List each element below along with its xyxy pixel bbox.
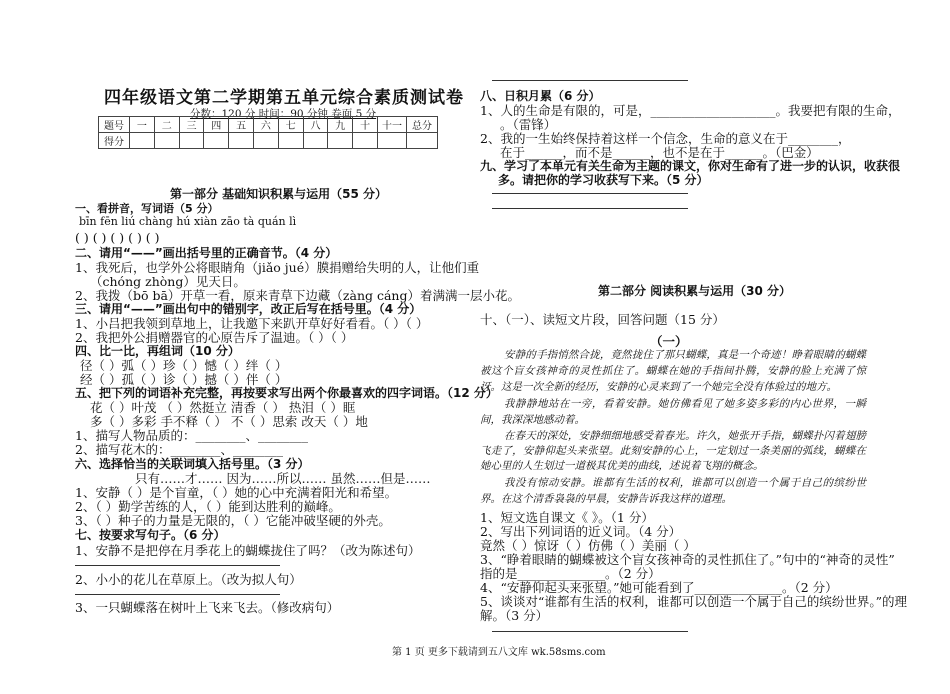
- q5-line[interactable]: 多（ ）多彩 手不释（ ） 不（ ）思索 改天（ ）地: [90, 414, 368, 429]
- reading-q5-cont: 解。（3 分）: [480, 608, 549, 623]
- passage-paragraph: 在春天的深处，安静细细地感受着春光。许久，她张开手指，蝴蝶扑闪着翅膀飞走了，安静仰起头来张望。此刻安静的心上，一定划过一条美丽的弧线，蝴蝶在她心里的人生划过一道极其优美的曲线，述说着飞翔的概念。: [480, 430, 866, 472]
- score-cell[interactable]: [353, 133, 378, 149]
- score-cell[interactable]: [154, 133, 179, 149]
- score-cell[interactable]: [179, 133, 204, 149]
- q2-line: 2、我拨（bō bā）开草一看，原来青草下边藏（zàng cáng）着满满一层小花。: [75, 288, 520, 303]
- score-header: 十: [353, 117, 378, 133]
- reading-q3: 3、“睁着眼睛的蝴蝶被这个盲女孩神奇的灵性抓住了。”句中的“神奇的灵性”: [480, 552, 895, 567]
- q4-line[interactable]: 经（ ）孤（ ）诊（ ）撼（ ）伴（ ）: [80, 372, 288, 387]
- q8-line[interactable]: 2、我的一生始终保持着这样一个信念，生命的意义在于________，: [480, 131, 851, 146]
- score-header: 二: [154, 117, 179, 133]
- q8-line: 。（雷锋）: [500, 117, 557, 132]
- reading-q1[interactable]: 1、短文选自课文《 》。（1 分）: [480, 510, 654, 525]
- score-cell[interactable]: [303, 133, 328, 149]
- q9-title-cont: 多。请把你的学习收获写下来。（5 分）: [498, 173, 709, 187]
- q8-title: 八、日积月累（6 分）: [480, 89, 601, 103]
- q6-line[interactable]: 3、（ ）种子的力量是无限的，（ ）它能冲破坚硬的外壳。: [75, 513, 391, 528]
- score-cell[interactable]: [278, 133, 303, 149]
- answer-line[interactable]: [492, 208, 688, 209]
- q8-line[interactable]: 1、人的生命是有限的，可是，____________________。我要把有限的生命，: [480, 103, 901, 118]
- answer-line[interactable]: [75, 565, 280, 566]
- q4-title: 四、比一比，再组词（10 分）: [75, 344, 240, 358]
- reading-q4[interactable]: 4、“安静仰起头来张望。”她可能看到了______________。（2 分）: [480, 580, 838, 595]
- score-cell[interactable]: [253, 133, 278, 149]
- q7-line: 1、安静不是把停在月季花上的蝴蝶拢住了吗？（改为陈述句）: [75, 543, 421, 558]
- q5-line[interactable]: 花（ ）叶茂 （ ）然挺立 清香（ ） 热泪（ ）眶: [90, 400, 356, 415]
- score-header: 七: [278, 117, 303, 133]
- score-cell[interactable]: [407, 133, 438, 149]
- q6-options: 只有……才…… 因为……所以…… 虽然……但是……: [135, 471, 431, 486]
- score-cell[interactable]: [204, 133, 229, 149]
- score-header: 三: [179, 117, 204, 133]
- passage-paragraph: 我没有惊动安静。谁都有生活的权利，谁都可以创造一个属于自己的缤纷世界。在这个清香袅袅的早晨，安静告诉我这样的道理。: [480, 477, 866, 505]
- score-info: 分数：120 分 时间：90 分钟 卷面 5 分: [190, 108, 377, 120]
- score-header: 八: [303, 117, 328, 133]
- q1-blanks[interactable]: ( ) ( ) ( ) ( ) ( ): [75, 230, 160, 245]
- q6-line[interactable]: 2、（ ）勤学苦练的人，（ ）能到达胜利的巅峰。: [75, 499, 341, 514]
- q3-line: 1、小吕把我领到草地上，让我邀下来趴开草好好看看。（ ）（ ）: [75, 316, 429, 331]
- q5-title: 五、把下列的词语补充完整，再按要求写出两个你最喜欢的四字词语。（12 分）: [75, 386, 498, 400]
- q8-line[interactable]: 在于______，而不是______，也不是在于______。（巴金）: [500, 145, 819, 160]
- score-row-label: 得分: [99, 133, 130, 149]
- q6-line[interactable]: 1、安静（ ）是个盲童，（ ）她的心中充满着阳光和希望。: [75, 485, 398, 500]
- q2-title: 二、请用“——”画出括号里的正确音节。（4 分）: [75, 246, 338, 260]
- exam-title: 四年级语文第二学期第五单元综合素质测试卷: [104, 88, 464, 108]
- score-header: 一: [130, 117, 155, 133]
- passage-paragraph: 我静静地站在一旁，看着安静。她仿佛看见了她多姿多彩的内心世界，一瞬间，我深深地感动着。: [480, 398, 866, 426]
- q7-title: 七、按要求写句子。（6 分）: [75, 528, 226, 542]
- answer-line[interactable]: [492, 193, 688, 194]
- q1-pinyin: bīn fēn liú chàng hú xiàn zāo tà quán lì: [79, 215, 297, 228]
- part2-title: 第二部分 阅读积累与运用（30 分）: [598, 284, 792, 298]
- answer-line[interactable]: [492, 80, 688, 81]
- q4-line[interactable]: 径（ ）弧（ ）珍（ ）憾（ ）绊（ ）: [80, 358, 288, 373]
- score-header: 九: [328, 117, 353, 133]
- q7-line: 2、小小的花儿在草原上。（改为拟人句）: [75, 572, 302, 587]
- q2-line: 1、我死后，也学外公将眼睛角（jiǎo jué）膜捐赠给失明的人，让他们重: [75, 260, 480, 275]
- passage-heading: （一）: [650, 334, 688, 349]
- reading-q3-cont[interactable]: 指的是______________。（2 分）: [480, 566, 661, 581]
- q3-title: 三、请用“——”画出句中的错别字，改正后写在括号里。（4 分）: [75, 302, 422, 316]
- q5-line[interactable]: 1、描写人物品质的：________、________: [75, 428, 308, 443]
- q1-title: 一、看拼音，写词语（5 分）: [75, 202, 219, 215]
- score-header: 十一: [378, 117, 407, 133]
- score-cell[interactable]: [378, 133, 407, 149]
- score-header: 总分: [407, 117, 438, 133]
- q5-line[interactable]: 2、描写花木的：________、________: [75, 442, 283, 457]
- score-cell[interactable]: [130, 133, 155, 149]
- answer-line[interactable]: [75, 594, 280, 595]
- score-header: 六: [253, 117, 278, 133]
- score-header: 题号: [99, 117, 130, 133]
- passage-paragraph: 安静的手指悄然合拢，竟然拢住了那只蝴蝶，真是一个奇迹！睁着眼睛的蝴蝶被这个盲女孩神奇的灵性抓住了。蝴蝶在她的手指间扑腾，安静的脸上充满了惊讶。这是一次全新的经历，安静的心灵来到了一个她完全没有体验过的地方。: [480, 349, 866, 393]
- answer-line[interactable]: [492, 631, 688, 632]
- score-cell[interactable]: [328, 133, 353, 149]
- page-footer: 第 1 页 更多下载请到五八文库 wk.58sms.com: [392, 647, 606, 658]
- score-cell[interactable]: [229, 133, 254, 149]
- q3-line: 2、我把外公捐赠器官的心原告斥了温迪。（ ）（ ）: [75, 330, 354, 345]
- part1-title: 第一部分 基础知识积累与运用（55 分）: [170, 187, 388, 201]
- reading-q2: 2、写出下列词语的近义词。（4 分）: [480, 524, 682, 539]
- reading-q5: 5、谈谈对“谁都有生活的权利，谁都可以创造一个属于自己的缤纷世界。”的理: [480, 594, 907, 609]
- score-header: 五: [229, 117, 254, 133]
- q9-title: 九、学习了本单元有关生命为主题的课文，你对生命有了进一步的认识，收获很: [480, 159, 901, 173]
- q2-line: （chóng zhòng）见天日。: [90, 274, 246, 289]
- score-header: 四: [204, 117, 229, 133]
- q6-title: 六、选择恰当的关联词填入括号里。（3 分）: [75, 457, 310, 471]
- q10-title: 十、（一）、读短文片段，回答问题（15 分）: [480, 312, 725, 327]
- reading-q2-words[interactable]: 竟然（ ）惊讶（ ）仿佛（ ）美丽（ ）: [480, 538, 696, 553]
- score-table: [98, 116, 438, 149]
- q7-line: 3、一只蝴蝶落在树叶上飞来飞去。（修改病句）: [75, 600, 340, 615]
